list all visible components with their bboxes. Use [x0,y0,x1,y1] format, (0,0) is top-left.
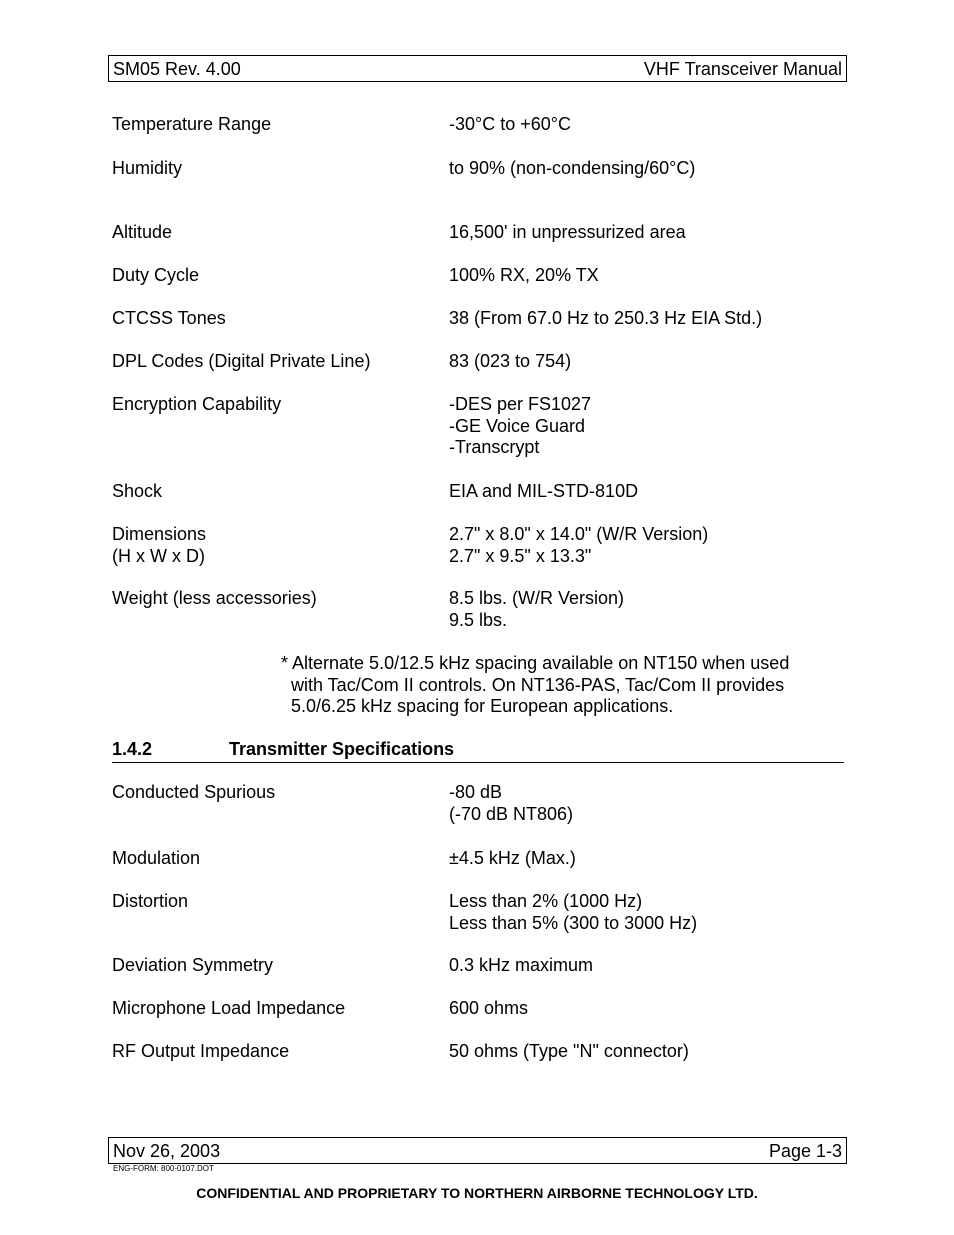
spec-value: 8.5 lbs. (W/R Version) 9.5 lbs. [449,588,625,630]
spec-value: 83 (023 to 754) [449,351,572,371]
document-id: SM05 Rev. 4.00 [113,59,241,79]
spec-label: Encryption Capability [112,394,282,414]
page-header [108,55,847,82]
spec-value: Less than 2% (1000 Hz) Less than 5% (300 to 3000 Hz) [449,891,698,933]
section-title: Transmitter Specifications [229,739,455,759]
spec-label: Distortion [112,891,189,911]
section-number: 1.4.2 [112,739,153,759]
section-heading [112,739,844,763]
spec-value: 38 (From 67.0 Hz to 250.3 Hz EIA Std.) [449,308,763,328]
spec-value: 2.7" x 8.0" x 14.0" (W/R Version) 2.7" x 9.5" x 13.3" [449,524,709,566]
spec-label: Conducted Spurious [112,782,276,802]
spec-value: 600 ohms [449,998,529,1018]
form-id: ENG-FORM: 800-0107.DOT [113,1164,214,1173]
spec-value: 16,500' in unpressurized area [449,222,686,242]
spec-label: RF Output Impedance [112,1041,290,1061]
spec-label: CTCSS Tones [112,308,226,328]
spec-value: -80 dB (-70 dB NT806) [449,782,574,824]
spec-value: 50 ohms (Type "N" connector) [449,1041,689,1061]
spec-label: Shock [112,481,163,501]
spec-value: EIA and MIL-STD-810D [449,481,639,501]
spec-label: Dimensions (H x W x D) [112,524,207,566]
spec-label: Weight (less accessories) [112,588,317,608]
spec-value: ±4.5 kHz (Max.) [449,848,576,868]
spec-label: Microphone Load Impedance [112,998,346,1018]
spec-label: DPL Codes (Digital Private Line) [112,351,371,371]
spec-label: Humidity [112,158,183,178]
spec-value: 0.3 kHz maximum [449,955,594,975]
spec-label: Duty Cycle [112,265,200,285]
spec-value: -DES per FS1027 -GE Voice Guard -Transcrypt [449,394,592,458]
page-number: Page 1-3 [768,1141,842,1161]
confidentiality-notice: CONFIDENTIAL AND PROPRIETARY TO NORTHERN AIRBORNE TECHNOLOGY LTD. [196,1185,758,1201]
page-footer [108,1137,847,1164]
spec-value: 100% RX, 20% TX [449,265,599,285]
manual-title: VHF Transceiver Manual [643,59,842,79]
spec-label: Temperature Range [112,114,272,134]
spec-value: to 90% (non-condensing/60°C) [449,158,696,178]
footnote: * Alternate 5.0/12.5 kHz spacing available on NT150 when used with Tac/Com II controls. On NT136-PAS, Tac/Com II provides 5.0/6.25 kHz spacing for European applications. [281,653,790,717]
footer-date: Nov 26, 2003 [113,1141,221,1161]
spec-label: Deviation Symmetry [112,955,274,975]
spec-value: -30°C to +60°C [449,114,571,134]
spec-label: Modulation [112,848,201,868]
spec-label: Altitude [112,222,173,242]
